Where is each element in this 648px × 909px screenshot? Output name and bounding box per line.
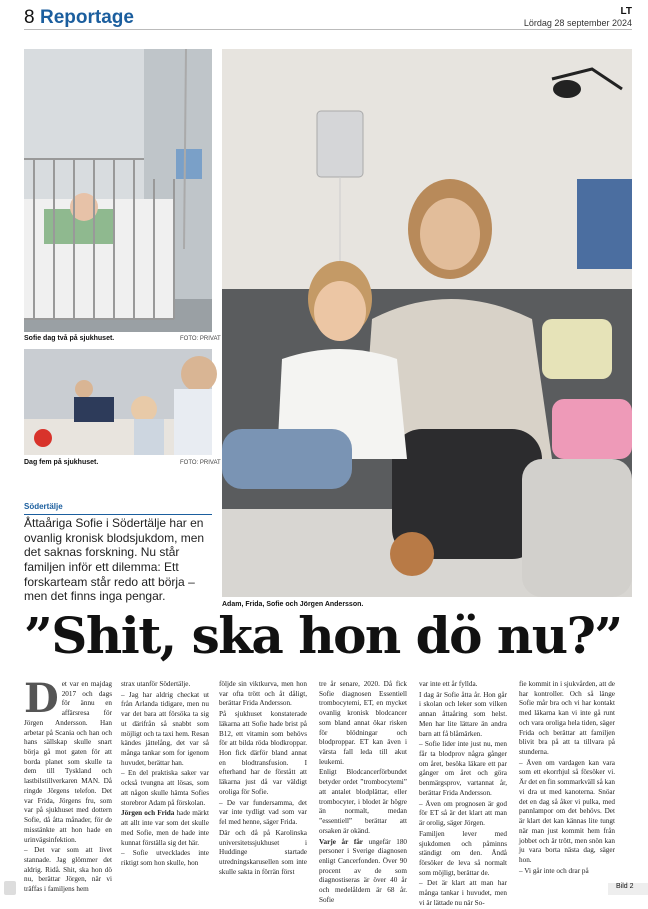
paragraph	[319, 838, 407, 906]
paragraph: I dag är Sofie åtta år. Hon går i skolan och leker som vilken annan åttaåring som helst. Men har lite lättare än andra barn att få blåmärken.	[419, 690, 507, 738]
photo-caption: Adam, Frida, Sofie och Jörgen Andersson.	[222, 601, 364, 608]
paragraph	[121, 809, 209, 848]
section-title: Reportage	[40, 7, 134, 28]
paragraph: – Även om prognosen är god för ET så är det klart att man är orolig, säger Jörgen.	[419, 799, 507, 828]
paragraph: Enligt Blodcancerförbundet betyder ordet ”trombocytemi” att antalet blodplättar, eller trombocyter, i blodet är högre än normalt, medan ”essentiell” berättar att orsaken är okänd.	[319, 768, 407, 835]
body-column-5	[419, 680, 507, 907]
paragraph: var inte ett år fyllda.	[419, 680, 478, 688]
paragraph: – Vi går inte och drar på	[519, 866, 589, 875]
photo-credit: FOTO: PRIVAT	[180, 336, 221, 342]
paragraph: – Det är klart att man har många tankar i huvudet, men vi är lättade nu när So-	[419, 879, 507, 907]
paragraph: strax utanför Södertälje.	[121, 680, 191, 688]
photo-hospital-day-five	[24, 349, 212, 455]
body-column-2	[121, 680, 209, 895]
document-icon[interactable]	[4, 881, 16, 895]
paragraph: – En del praktiska saker var också tvungna att lösas, som att någon skulle hämta Sofies storebror Adam på förskolan.	[121, 769, 209, 807]
paragraph-text: ungefär 180 personer i Sverige diagnosen enligt Cancerfonden. Över 90 procent av de som diagnostiseras är över 40 år och medelåldern är 68 år. Sofie	[319, 837, 408, 904]
paragraph: – Det var som att livet stannade. Jag glömmer det aldrig. Ridå. Shit, ska hon dö nu, berättar Jörgen, när vi träffas i familjens hem	[24, 846, 112, 894]
paragraph-text: hade märkt att allt inte var som det skulle med Sofie, men de hade inte kunnat förställa sig det här.	[121, 809, 210, 847]
photo-family-sofa	[222, 49, 632, 597]
drop-cap: D	[24, 675, 59, 722]
paragraph: fie kommit in i sjukvården, att de har kontroller. Och så länge Sofie mår bra och vi har kontakt med läkarna kan vi inte gå runt och vara oroliga hela tiden, säger Frida och berättar att familjen blivit bra på att ta tillvara på stunderna.	[519, 680, 615, 757]
body-column-3	[219, 680, 307, 895]
paragraph: – Jag har aldrig checkat ut från Arlanda tidigare, men nu var det bara att försöka ta sig ut därifrån så snabbt som möjligt och ta taxi hem. Resan kändes jättelång, det var så många tankar som for igenom huvudet, berättar han.	[121, 690, 209, 767]
paragraph: – Sofie utvecklades inte riktigt som hon skulle, hon	[121, 849, 209, 867]
paragraph: – De var fundersamma, det var inte tydligt vad som var fel med henne, säger Frida.	[219, 798, 307, 827]
subheading: Jörgen och Frida	[121, 809, 175, 818]
body-column-4	[319, 680, 408, 904]
subheading: Varje år får	[319, 837, 363, 846]
page-number: 8	[24, 7, 35, 28]
kicker-location: Södertälje	[24, 502, 212, 515]
page-header	[24, 4, 632, 30]
photo-hospital-day-two	[24, 49, 212, 332]
paragraph: tre år senare, 2020. Då fick Sofie diagnosen Essentiell trombocytemi, ET, en mycket ovanlig kronisk blodcancer som bland annat ökar risken för blödningar och blodproppar. ET kan även i värsta fall leda till akut leukemi.	[319, 680, 407, 766]
photo-credit: FOTO: PRIVAT	[180, 460, 221, 466]
viewer-page-indicator[interactable]: Bild 2	[608, 883, 648, 895]
lead-paragraph: Åttaåriga Sofie i Södertälje har en ovanlig kronisk blodsjukdom, men det saknas forskning. Nu står familjen inför ett dilemma: Ett forskarteam står redo att börja – men det finns inga pengar.	[24, 516, 205, 604]
paragraph: På sjukhuset konstaterade läkarna att Sofie hade brist på B12, ett vitamin som behövs för att bilda röda blodkroppar. Hon fick därför bland annat en blodtransfusion. I efterhand har de förstått att läkarna just då var väldigt oroliga för Sofie.	[219, 710, 307, 796]
body-column-6	[519, 680, 615, 895]
paragraph: – Även om vardagen kan vara som ett ekorrhjul så försöker vi. Är det en fin sommarkväll så kan vi dra ut med kanoterna. Snöar det en dag så åker vi pulka, med pannlampor om det behövs. Det är klart det kan kännas lite tungt när man just kommit hem från jobbet och är trött, men snön kan ju vara borta nästa dag, säger hon.	[519, 758, 615, 864]
photo-caption: Dag fem på sjukhuset.	[24, 459, 99, 466]
paragraph: följde sin viktkurva, men hon var ofta trött och åt dåligt, berättar Frida Andersson.	[219, 680, 307, 708]
paragraph: et var en majdag 2017 och dags för ännu en affärsresa för Jörgen Andersson. Han arbetar på Scania och han och hans sällskap skulle snart börja gå mot gaten för att borda planet som skulle ta dem till Tyskland och lastbilstillverkaren MAN. Då ringde Jörgens telefon. Det var Frida, Jörgens fru, som var på sjukhuset med dottern Sofie, då åtta månader, för de misstänkte att hon hade en urinvägsinfektion.	[24, 680, 112, 844]
headline: ”Shit, ska hon dö nu?”	[24, 606, 622, 665]
newspaper-logo: LT	[620, 6, 632, 17]
body-column-1	[24, 675, 112, 895]
paragraph: Där och då på Karolinska universitetssjukhuset i Huddinge startade utredningskarusellen som inte skulle sakta in förrän först	[219, 828, 307, 876]
paragraph: – Sofie lider inte just nu, men får ta blodprov några gånger om året, besöka läkare ett par gånger om året och göra benmärgsprov, vartannat år, berättar Frida Andersson.	[419, 740, 507, 797]
photo-caption: Sofie dag två på sjukhuset.	[24, 335, 115, 342]
issue-date: Lördag 28 september 2024	[523, 18, 632, 28]
paragraph: Familjen lever med sjukdomen och påminns ständigt om den. Ändå försöker de leva så normalt som möjligt, berättar de.	[419, 829, 507, 877]
